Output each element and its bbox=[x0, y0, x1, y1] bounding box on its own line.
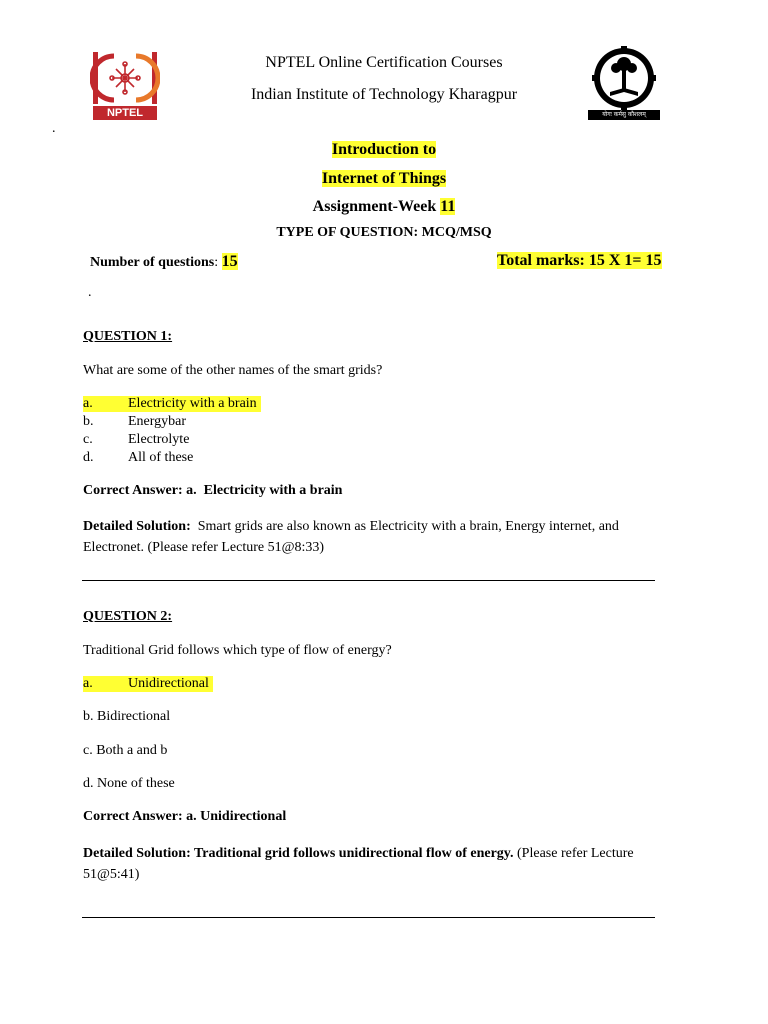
q2-option-b: b. Bidirectional bbox=[83, 709, 171, 724]
course-title-line-2 bbox=[0, 170, 768, 188]
q2-option-a bbox=[83, 676, 213, 692]
q2-solution-line-2: 51@5:41) bbox=[83, 867, 140, 882]
q1-option-c bbox=[83, 432, 189, 448]
question-1-text: What are some of the other names of the smart grids? bbox=[83, 363, 383, 378]
q1-option-b-key: b. bbox=[83, 414, 94, 429]
assignment-title bbox=[0, 198, 768, 216]
q1-option-c-text: Electrolyte bbox=[128, 432, 190, 447]
q1-correct-answer: Correct Answer: a. Electricity with a brain bbox=[83, 483, 343, 498]
divider-2 bbox=[82, 917, 655, 918]
total-marks-text: Total marks: 15 X 1= 15 bbox=[497, 252, 662, 269]
question-1-heading: QUESTION 1: bbox=[83, 329, 173, 344]
q2-correct-answer: Correct Answer: a. Unidirectional bbox=[83, 809, 287, 824]
assignment-prefix: Assignment-Week bbox=[312, 198, 441, 215]
num-questions-label: Number of questions bbox=[90, 255, 215, 270]
q1-option-c-key: c. bbox=[83, 432, 93, 447]
q1-option-d-text: All of these bbox=[128, 450, 194, 465]
q1-option-b bbox=[83, 414, 186, 430]
q1-solution bbox=[83, 516, 683, 558]
q2-solution-line-1: (Please refer Lecture bbox=[513, 846, 634, 861]
q2-option-c: c. Both a and b bbox=[83, 743, 168, 758]
course-title-1: Introduction to bbox=[331, 141, 437, 158]
q1-option-a-key: a. bbox=[83, 396, 93, 411]
course-title-line-1 bbox=[0, 141, 768, 159]
num-questions-value: 15 bbox=[221, 253, 238, 270]
question-2-heading: QUESTION 2: bbox=[83, 609, 173, 624]
q1-option-a bbox=[83, 396, 261, 412]
num-questions bbox=[90, 253, 238, 271]
q2-solution bbox=[83, 843, 703, 885]
q2-option-a-key: a. bbox=[83, 676, 93, 691]
question-type: TYPE OF QUESTION: MCQ/MSQ bbox=[276, 225, 492, 240]
q1-solution-line-2: Electronet. (Please refer Lecture 51@8:33) bbox=[83, 540, 325, 555]
q1-solution-label: Detailed Solution: bbox=[83, 519, 191, 534]
header-line-1: NPTEL Online Certification Courses bbox=[265, 54, 503, 71]
course-title-2: Internet of Things bbox=[321, 170, 447, 187]
header-line-2: Indian Institute of Technology Kharagpur bbox=[250, 86, 518, 103]
q1-option-b-text: Energybar bbox=[128, 414, 187, 429]
nptel-logo-text: NPTEL bbox=[106, 107, 144, 119]
stray-dot: . bbox=[52, 121, 56, 136]
assignment-week: 11 bbox=[440, 198, 456, 215]
stray-dot-2: . bbox=[88, 285, 92, 300]
emblem-caption: योगः कर्मसु कौशलम् bbox=[588, 110, 660, 120]
divider-1 bbox=[82, 580, 655, 581]
q1-option-d-key: d. bbox=[83, 450, 94, 465]
question-2-text: Traditional Grid follows which type of flow of energy? bbox=[83, 643, 392, 658]
q2-solution-label: Detailed Solution: Traditional grid follows unidirectional flow of energy. bbox=[83, 846, 514, 861]
num-questions-colon: : bbox=[214, 255, 222, 270]
q2-option-a-text: Unidirectional bbox=[128, 676, 209, 691]
q1-solution-line-1: Smart grids are also known as Electricity with a brain, Energy internet, and bbox=[190, 519, 619, 534]
total-marks bbox=[497, 252, 662, 270]
q1-option-d bbox=[83, 450, 193, 466]
q2-option-d: d. None of these bbox=[83, 776, 175, 791]
q1-option-a-text: Electricity with a brain bbox=[128, 396, 257, 411]
